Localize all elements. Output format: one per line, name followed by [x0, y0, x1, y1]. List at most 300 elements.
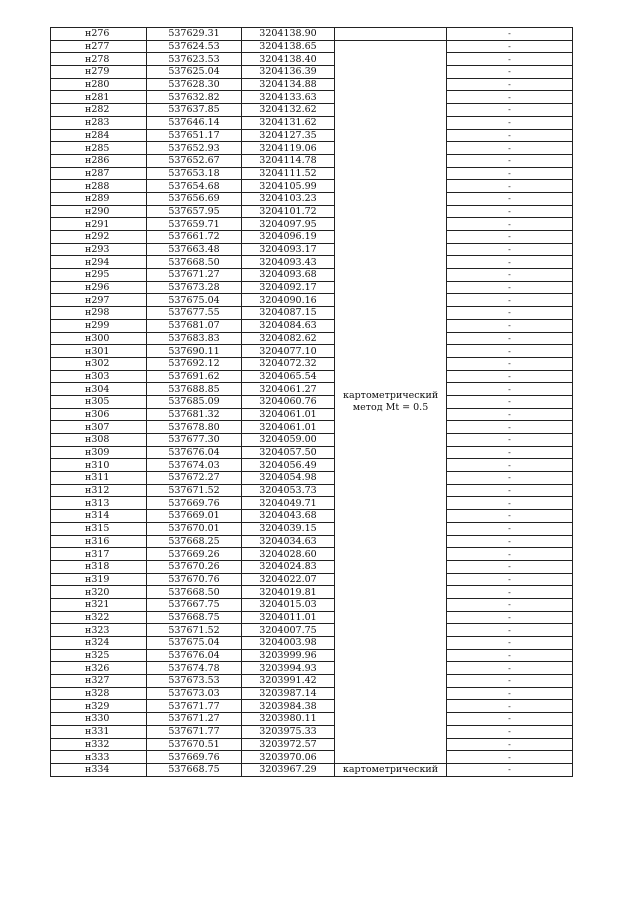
y-coordinate-cell: 3203967.29: [242, 763, 335, 776]
point-id-cell: н306: [51, 408, 147, 421]
table-row: [51, 192, 573, 205]
point-id-cell: н324: [51, 637, 147, 650]
y-coordinate-cell: 3204127.35: [242, 129, 335, 142]
accuracy-cell: -: [447, 256, 573, 269]
x-coordinate-cell: 537661.72: [147, 231, 242, 244]
y-coordinate-cell: 3204093.43: [242, 256, 335, 269]
y-coordinate-cell: 3204103.23: [242, 192, 335, 205]
table-row: [51, 357, 573, 370]
table-row: [51, 78, 573, 91]
y-coordinate-cell: 3204101.72: [242, 205, 335, 218]
point-id-cell: н312: [51, 484, 147, 497]
accuracy-cell: -: [447, 281, 573, 294]
accuracy-cell: -: [447, 218, 573, 231]
x-coordinate-cell: 537625.04: [147, 66, 242, 79]
accuracy-cell: -: [447, 687, 573, 700]
accuracy-cell: -: [447, 434, 573, 447]
table-row: [51, 53, 573, 66]
accuracy-cell: -: [447, 66, 573, 79]
y-coordinate-cell: 3203999.96: [242, 649, 335, 662]
x-coordinate-cell: 537671.52: [147, 624, 242, 637]
table-row: [51, 687, 573, 700]
x-coordinate-cell: 537690.11: [147, 345, 242, 358]
x-coordinate-cell: 537629.31: [147, 28, 242, 41]
accuracy-cell: -: [447, 167, 573, 180]
point-id-cell: н293: [51, 243, 147, 256]
accuracy-cell: -: [447, 116, 573, 129]
point-id-cell: н299: [51, 319, 147, 332]
point-id-cell: н289: [51, 192, 147, 205]
accuracy-cell: -: [447, 497, 573, 510]
x-coordinate-cell: 537672.27: [147, 472, 242, 485]
x-coordinate-cell: 537676.04: [147, 649, 242, 662]
x-coordinate-cell: 537637.85: [147, 104, 242, 117]
point-id-cell: н297: [51, 294, 147, 307]
accuracy-cell: -: [447, 751, 573, 764]
x-coordinate-cell: 537681.32: [147, 408, 242, 421]
point-id-cell: н277: [51, 40, 147, 53]
x-coordinate-cell: 537671.27: [147, 713, 242, 726]
accuracy-cell: -: [447, 192, 573, 205]
table-row: [51, 370, 573, 383]
point-id-cell: н305: [51, 395, 147, 408]
accuracy-cell: -: [447, 725, 573, 738]
point-id-cell: н301: [51, 345, 147, 358]
point-id-cell: н320: [51, 586, 147, 599]
accuracy-cell: -: [447, 649, 573, 662]
table-row: [51, 497, 573, 510]
y-coordinate-cell: 3204049.71: [242, 497, 335, 510]
y-coordinate-cell: 3204132.62: [242, 104, 335, 117]
y-coordinate-cell: 3204093.17: [242, 243, 335, 256]
table-row: [51, 129, 573, 142]
accuracy-cell: -: [447, 586, 573, 599]
y-coordinate-cell: 3203975.33: [242, 725, 335, 738]
point-id-cell: н286: [51, 154, 147, 167]
y-coordinate-cell: 3204011.01: [242, 611, 335, 624]
point-id-cell: н326: [51, 662, 147, 675]
table-row: [51, 28, 573, 41]
accuracy-cell: -: [447, 763, 573, 776]
table-row: [51, 116, 573, 129]
accuracy-cell: -: [447, 510, 573, 523]
point-id-cell: н291: [51, 218, 147, 231]
point-id-cell: н313: [51, 497, 147, 510]
y-coordinate-cell: 3204059.00: [242, 434, 335, 447]
x-coordinate-cell: 537669.26: [147, 548, 242, 561]
point-id-cell: н330: [51, 713, 147, 726]
table-row: [51, 345, 573, 358]
table-row: [51, 383, 573, 396]
point-id-cell: н311: [51, 472, 147, 485]
y-coordinate-cell: 3204134.88: [242, 78, 335, 91]
accuracy-cell: -: [447, 459, 573, 472]
y-coordinate-cell: 3204015.03: [242, 598, 335, 611]
table-row: [51, 307, 573, 320]
table-row: [51, 142, 573, 155]
accuracy-cell: -: [447, 357, 573, 370]
y-coordinate-cell: 3204096.19: [242, 231, 335, 244]
table-row: [51, 459, 573, 472]
accuracy-cell: -: [447, 598, 573, 611]
accuracy-cell: -: [447, 53, 573, 66]
table-row: [51, 421, 573, 434]
y-coordinate-cell: 3204039.15: [242, 522, 335, 535]
point-id-cell: н283: [51, 116, 147, 129]
accuracy-cell: -: [447, 104, 573, 117]
point-id-cell: н279: [51, 66, 147, 79]
accuracy-cell: -: [447, 637, 573, 650]
x-coordinate-cell: 537624.53: [147, 40, 242, 53]
y-coordinate-cell: 3204138.40: [242, 53, 335, 66]
point-id-cell: н288: [51, 180, 147, 193]
table-row: [51, 738, 573, 751]
accuracy-cell: -: [447, 713, 573, 726]
accuracy-cell: -: [447, 408, 573, 421]
table-row: [51, 662, 573, 675]
table-row: [51, 624, 573, 637]
x-coordinate-cell: 537652.67: [147, 154, 242, 167]
point-id-cell: н325: [51, 649, 147, 662]
x-coordinate-cell: 537670.01: [147, 522, 242, 535]
x-coordinate-cell: 537685.09: [147, 395, 242, 408]
y-coordinate-cell: 3203991.42: [242, 675, 335, 688]
table-row: [51, 154, 573, 167]
accuracy-cell: -: [447, 307, 573, 320]
accuracy-cell: -: [447, 446, 573, 459]
point-id-cell: н295: [51, 269, 147, 282]
point-id-cell: н314: [51, 510, 147, 523]
x-coordinate-cell: 537668.50: [147, 586, 242, 599]
table-row: [51, 522, 573, 535]
y-coordinate-cell: 3204090.16: [242, 294, 335, 307]
x-coordinate-cell: 537688.85: [147, 383, 242, 396]
accuracy-cell: -: [447, 269, 573, 282]
point-id-cell: н333: [51, 751, 147, 764]
x-coordinate-cell: 537673.03: [147, 687, 242, 700]
point-id-cell: н292: [51, 231, 147, 244]
y-coordinate-cell: 3204072.32: [242, 357, 335, 370]
accuracy-cell: -: [447, 154, 573, 167]
y-coordinate-cell: 3204133.63: [242, 91, 335, 104]
table-row: [51, 269, 573, 282]
y-coordinate-cell: 3203987.14: [242, 687, 335, 700]
accuracy-cell: -: [447, 205, 573, 218]
y-coordinate-cell: 3203980.11: [242, 713, 335, 726]
y-coordinate-cell: 3204093.68: [242, 269, 335, 282]
point-id-cell: н318: [51, 560, 147, 573]
x-coordinate-cell: 537671.52: [147, 484, 242, 497]
table-row: [51, 700, 573, 713]
y-coordinate-cell: 3204007.75: [242, 624, 335, 637]
accuracy-cell: -: [447, 78, 573, 91]
table-row: [51, 281, 573, 294]
accuracy-cell: -: [447, 421, 573, 434]
point-id-cell: н329: [51, 700, 147, 713]
x-coordinate-cell: 537671.27: [147, 269, 242, 282]
point-id-cell: н281: [51, 91, 147, 104]
accuracy-cell: -: [447, 548, 573, 561]
y-coordinate-cell: 3204119.06: [242, 142, 335, 155]
point-id-cell: н294: [51, 256, 147, 269]
x-coordinate-cell: 537669.76: [147, 497, 242, 510]
table-row: [51, 243, 573, 256]
table-row: [51, 573, 573, 586]
y-coordinate-cell: 3204061.01: [242, 408, 335, 421]
x-coordinate-cell: 537676.04: [147, 446, 242, 459]
x-coordinate-cell: 537652.93: [147, 142, 242, 155]
y-coordinate-cell: 3204043.68: [242, 510, 335, 523]
x-coordinate-cell: 537623.53: [147, 53, 242, 66]
y-coordinate-cell: 3204138.90: [242, 28, 335, 41]
point-id-cell: н321: [51, 598, 147, 611]
y-coordinate-cell: 3203984.38: [242, 700, 335, 713]
accuracy-cell: -: [447, 332, 573, 345]
accuracy-cell: -: [447, 383, 573, 396]
y-coordinate-cell: 3203970.06: [242, 751, 335, 764]
x-coordinate-cell: 537675.04: [147, 637, 242, 650]
x-coordinate-cell: 537668.75: [147, 611, 242, 624]
point-id-cell: н284: [51, 129, 147, 142]
x-coordinate-cell: 537628.30: [147, 78, 242, 91]
accuracy-cell: -: [447, 345, 573, 358]
y-coordinate-cell: 3204019.81: [242, 586, 335, 599]
x-coordinate-cell: 537678.80: [147, 421, 242, 434]
x-coordinate-cell: 537681.07: [147, 319, 242, 332]
accuracy-cell: -: [447, 142, 573, 155]
accuracy-cell: -: [447, 662, 573, 675]
x-coordinate-cell: 537668.75: [147, 763, 242, 776]
table-row: [51, 66, 573, 79]
point-id-cell: н287: [51, 167, 147, 180]
accuracy-cell: -: [447, 484, 573, 497]
point-id-cell: н322: [51, 611, 147, 624]
x-coordinate-cell: 537653.18: [147, 167, 242, 180]
coordinates-sheet: [50, 27, 572, 777]
y-coordinate-cell: 3204056.49: [242, 459, 335, 472]
table-row: [51, 104, 573, 117]
x-coordinate-cell: 537677.55: [147, 307, 242, 320]
accuracy-cell: -: [447, 129, 573, 142]
point-id-cell: н332: [51, 738, 147, 751]
x-coordinate-cell: 537670.76: [147, 573, 242, 586]
table-row: [51, 408, 573, 421]
accuracy-cell: -: [447, 738, 573, 751]
table-row: [51, 598, 573, 611]
table-row: [51, 763, 573, 776]
table-row: [51, 560, 573, 573]
x-coordinate-cell: 537669.01: [147, 510, 242, 523]
x-coordinate-cell: 537671.77: [147, 700, 242, 713]
x-coordinate-cell: 537654.68: [147, 180, 242, 193]
x-coordinate-cell: 537668.25: [147, 535, 242, 548]
accuracy-cell: -: [447, 573, 573, 586]
point-id-cell: н276: [51, 28, 147, 41]
x-coordinate-cell: 537673.28: [147, 281, 242, 294]
y-coordinate-cell: 3204131.62: [242, 116, 335, 129]
y-coordinate-cell: 3204053.73: [242, 484, 335, 497]
accuracy-cell: -: [447, 294, 573, 307]
accuracy-cell: -: [447, 624, 573, 637]
table-row: [51, 649, 573, 662]
point-id-cell: н282: [51, 104, 147, 117]
x-coordinate-cell: 537659.71: [147, 218, 242, 231]
accuracy-cell: -: [447, 28, 573, 41]
x-coordinate-cell: 537632.82: [147, 91, 242, 104]
x-coordinate-cell: 537667.75: [147, 598, 242, 611]
point-id-cell: н317: [51, 548, 147, 561]
point-id-cell: н315: [51, 522, 147, 535]
y-coordinate-cell: 3204111.52: [242, 167, 335, 180]
accuracy-cell: -: [447, 611, 573, 624]
accuracy-cell: -: [447, 370, 573, 383]
y-coordinate-cell: 3203972.57: [242, 738, 335, 751]
point-id-cell: н319: [51, 573, 147, 586]
x-coordinate-cell: 537674.03: [147, 459, 242, 472]
x-coordinate-cell: 537670.26: [147, 560, 242, 573]
accuracy-cell: -: [447, 319, 573, 332]
x-coordinate-cell: 537657.95: [147, 205, 242, 218]
x-coordinate-cell: 537663.48: [147, 243, 242, 256]
x-coordinate-cell: 537675.04: [147, 294, 242, 307]
table-body: [51, 28, 573, 777]
table-row: [51, 611, 573, 624]
y-coordinate-cell: 3204065.54: [242, 370, 335, 383]
x-coordinate-cell: 537673.53: [147, 675, 242, 688]
table-row: [51, 218, 573, 231]
y-coordinate-cell: 3204087.15: [242, 307, 335, 320]
y-coordinate-cell: 3204061.27: [242, 383, 335, 396]
accuracy-cell: -: [447, 231, 573, 244]
accuracy-cell: -: [447, 91, 573, 104]
accuracy-cell: -: [447, 180, 573, 193]
point-id-cell: н327: [51, 675, 147, 688]
x-coordinate-cell: 537670.51: [147, 738, 242, 751]
y-coordinate-cell: 3204138.65: [242, 40, 335, 53]
accuracy-cell: -: [447, 243, 573, 256]
table-row: [51, 294, 573, 307]
y-coordinate-cell: 3204114.78: [242, 154, 335, 167]
table-row: [51, 205, 573, 218]
point-id-cell: н304: [51, 383, 147, 396]
point-id-cell: н328: [51, 687, 147, 700]
x-coordinate-cell: 537692.12: [147, 357, 242, 370]
y-coordinate-cell: 3203994.93: [242, 662, 335, 675]
table-row: [51, 446, 573, 459]
y-coordinate-cell: 3204136.39: [242, 66, 335, 79]
point-id-cell: н310: [51, 459, 147, 472]
accuracy-cell: -: [447, 560, 573, 573]
point-id-cell: н278: [51, 53, 147, 66]
y-coordinate-cell: 3204057.50: [242, 446, 335, 459]
x-coordinate-cell: 537669.76: [147, 751, 242, 764]
table-row: [51, 231, 573, 244]
table-row: [51, 725, 573, 738]
point-id-cell: н298: [51, 307, 147, 320]
point-id-cell: н323: [51, 624, 147, 637]
point-id-cell: н303: [51, 370, 147, 383]
point-id-cell: н316: [51, 535, 147, 548]
x-coordinate-cell: 537646.14: [147, 116, 242, 129]
point-id-cell: н285: [51, 142, 147, 155]
x-coordinate-cell: 537656.69: [147, 192, 242, 205]
accuracy-cell: -: [447, 522, 573, 535]
table-row: [51, 256, 573, 269]
point-id-cell: н307: [51, 421, 147, 434]
table-row: [51, 472, 573, 485]
point-id-cell: н300: [51, 332, 147, 345]
x-coordinate-cell: 537683.83: [147, 332, 242, 345]
table-row: [51, 548, 573, 561]
table-row: [51, 510, 573, 523]
table-row: [51, 40, 573, 53]
table-row: [51, 332, 573, 345]
y-coordinate-cell: 3204003.98: [242, 637, 335, 650]
table-row: [51, 319, 573, 332]
y-coordinate-cell: 3204084.63: [242, 319, 335, 332]
y-coordinate-cell: 3204028.60: [242, 548, 335, 561]
y-coordinate-cell: 3204097.95: [242, 218, 335, 231]
method-cell: картометрический метод Mt = 0.5: [335, 40, 447, 763]
accuracy-cell: -: [447, 675, 573, 688]
accuracy-cell: -: [447, 535, 573, 548]
table-row: [51, 180, 573, 193]
accuracy-cell: -: [447, 700, 573, 713]
method-empty-cell: [335, 28, 447, 41]
table-row: [51, 751, 573, 764]
x-coordinate-cell: 537651.17: [147, 129, 242, 142]
point-id-cell: н308: [51, 434, 147, 447]
point-id-cell: н280: [51, 78, 147, 91]
accuracy-cell: -: [447, 472, 573, 485]
point-id-cell: н302: [51, 357, 147, 370]
point-id-cell: н334: [51, 763, 147, 776]
y-coordinate-cell: 3204060.76: [242, 395, 335, 408]
table-row: [51, 91, 573, 104]
table-row: [51, 395, 573, 408]
table-row: [51, 586, 573, 599]
y-coordinate-cell: 3204024.83: [242, 560, 335, 573]
y-coordinate-cell: 3204105.99: [242, 180, 335, 193]
x-coordinate-cell: 537671.77: [147, 725, 242, 738]
y-coordinate-cell: 3204082.62: [242, 332, 335, 345]
x-coordinate-cell: 537674.78: [147, 662, 242, 675]
coordinates-table: [50, 27, 573, 777]
x-coordinate-cell: 537668.50: [147, 256, 242, 269]
point-id-cell: н296: [51, 281, 147, 294]
y-coordinate-cell: 3204034.63: [242, 535, 335, 548]
accuracy-cell: -: [447, 40, 573, 53]
accuracy-cell: -: [447, 395, 573, 408]
table-row: [51, 675, 573, 688]
table-row: [51, 637, 573, 650]
table-row: [51, 167, 573, 180]
y-coordinate-cell: 3204092.17: [242, 281, 335, 294]
x-coordinate-cell: 537677.30: [147, 434, 242, 447]
table-row: [51, 535, 573, 548]
point-id-cell: н290: [51, 205, 147, 218]
point-id-cell: н309: [51, 446, 147, 459]
y-coordinate-cell: 3204022.07: [242, 573, 335, 586]
table-row: [51, 713, 573, 726]
method-cell-last: картометрический: [335, 763, 447, 776]
point-id-cell: н331: [51, 725, 147, 738]
y-coordinate-cell: 3204054.98: [242, 472, 335, 485]
x-coordinate-cell: 537691.62: [147, 370, 242, 383]
table-row: [51, 434, 573, 447]
y-coordinate-cell: 3204077.10: [242, 345, 335, 358]
table-row: [51, 484, 573, 497]
